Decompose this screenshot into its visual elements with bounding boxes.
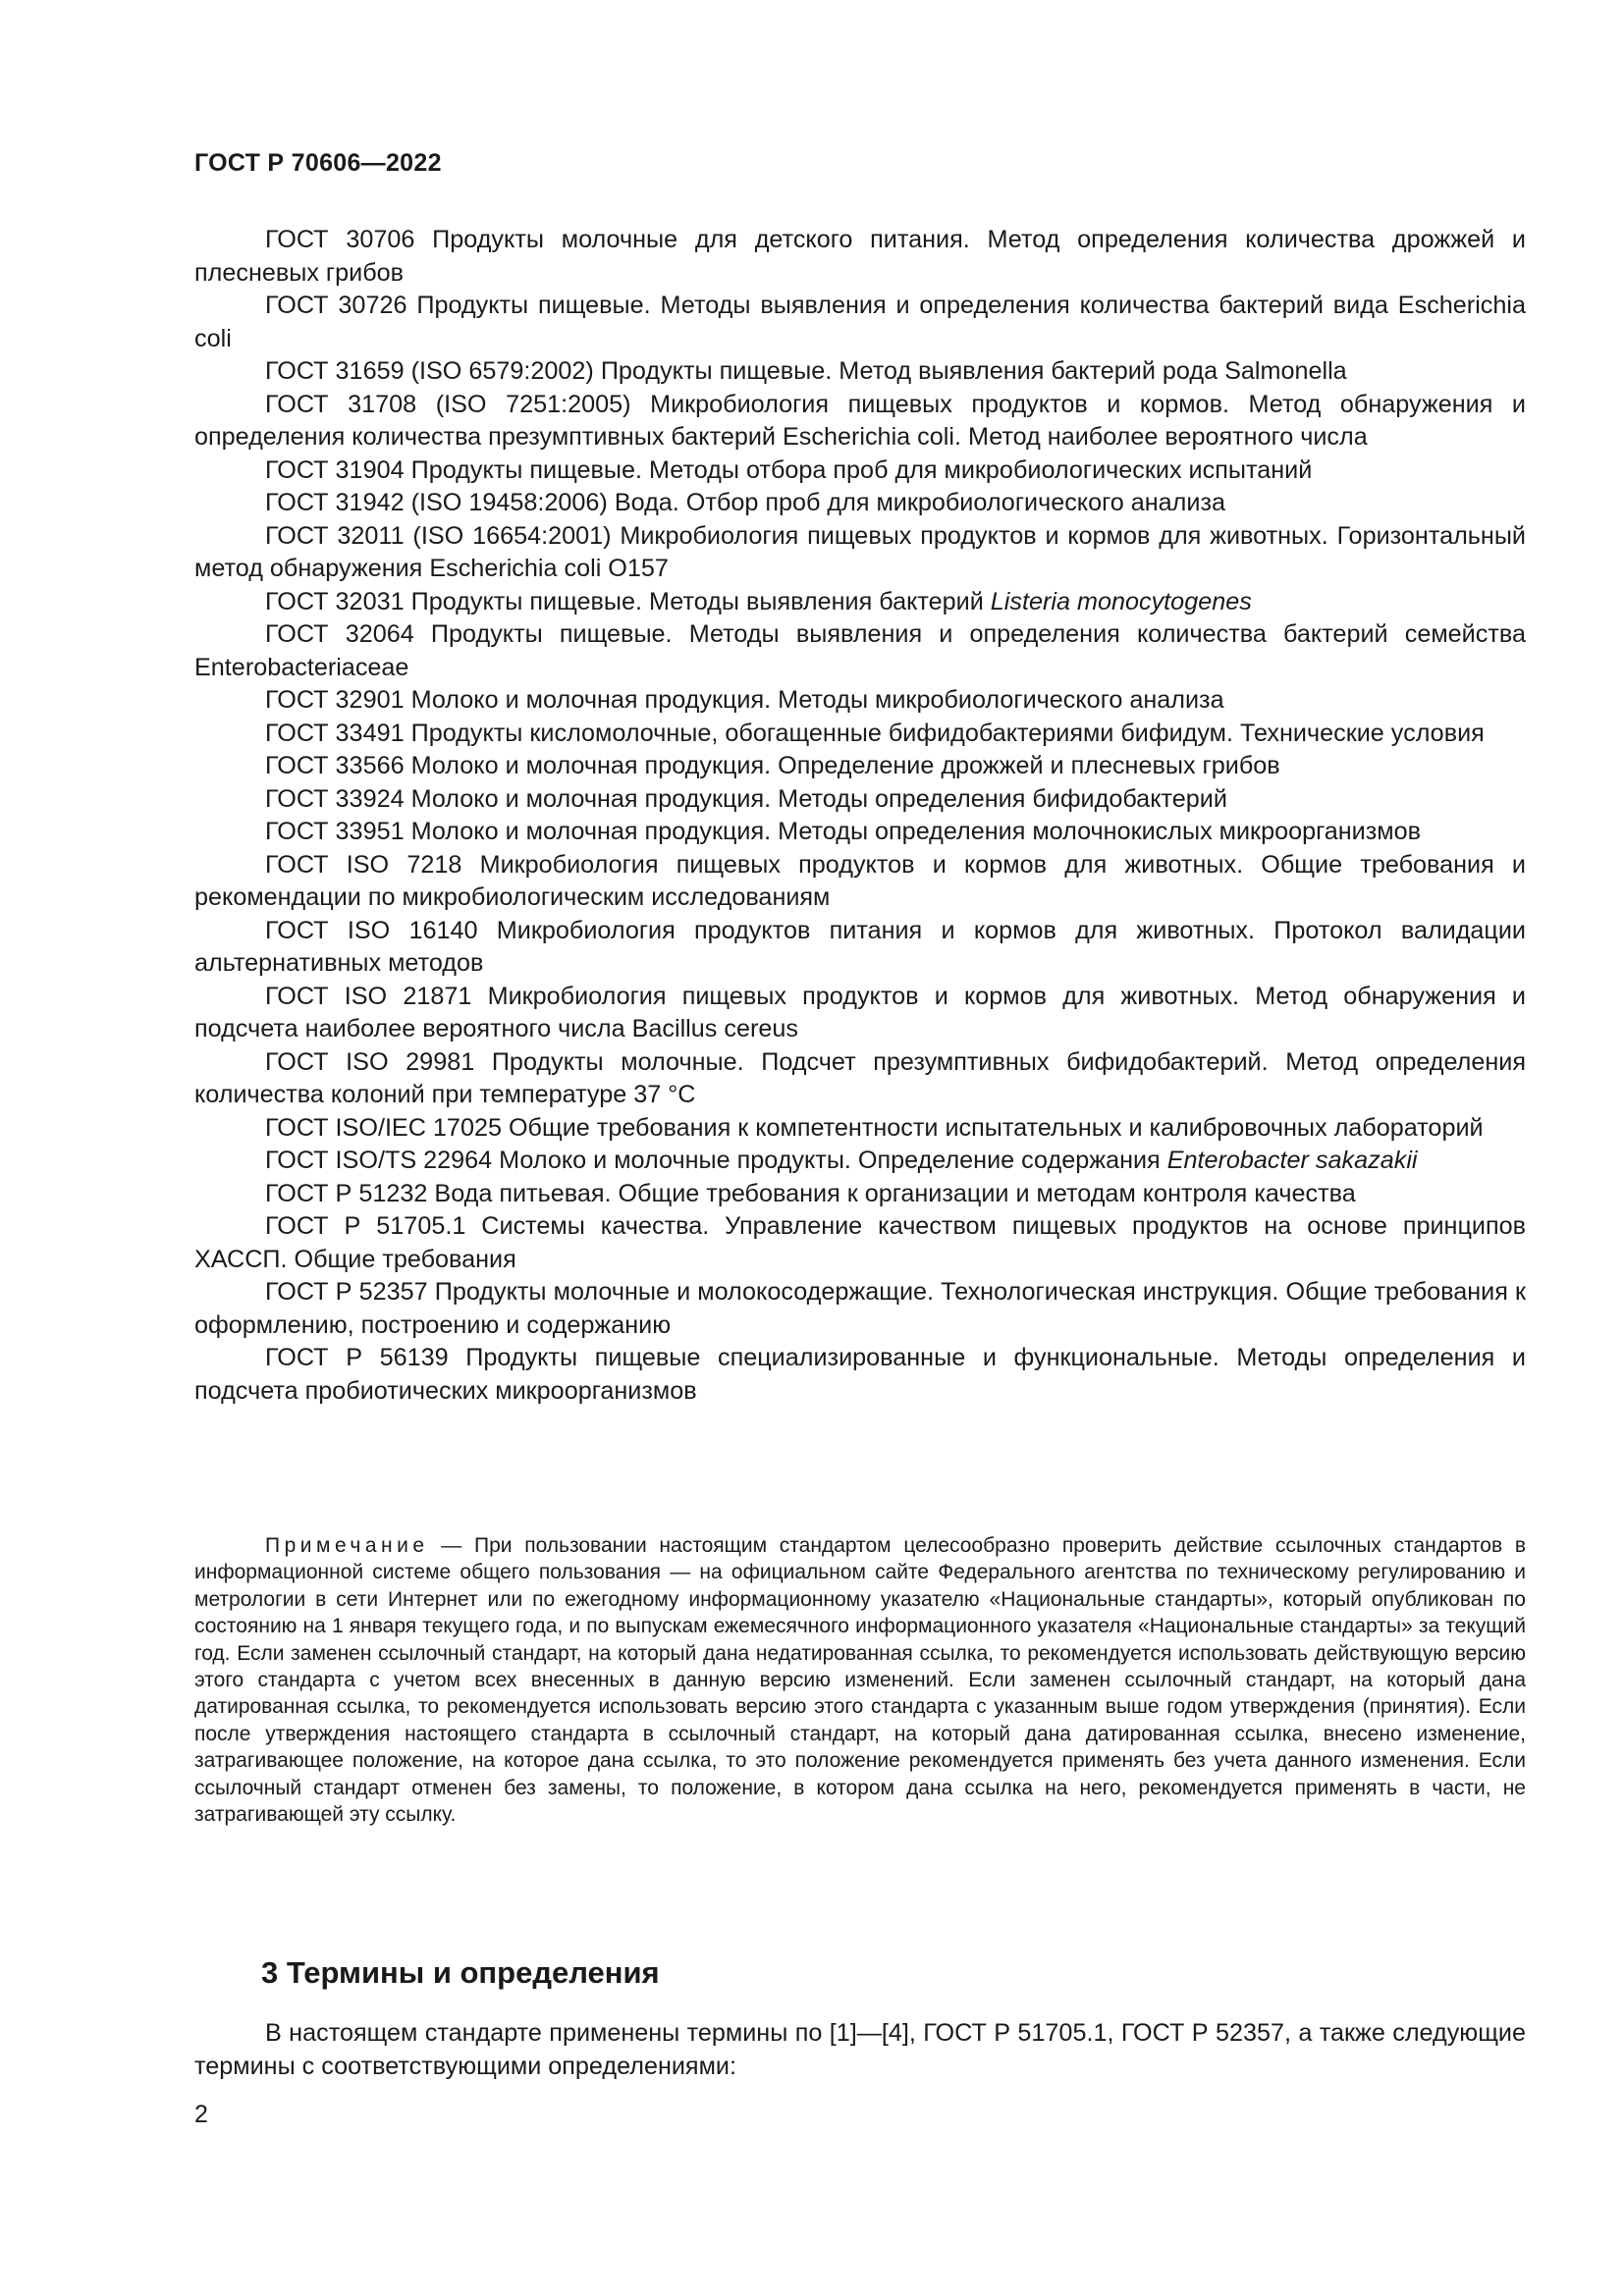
reference-item: ГОСТ 31942 (ISO 19458:2006) Вода. Отбор проб для микробиологического анализа (265, 489, 1225, 516)
reference-item: ГОСТ ISO 21871 Микробиология пищевых продуктов и кормов для животных. Метод обнаружения и подсчета наиболее вероятного числа Bacillus cereus (194, 982, 1526, 1042)
reference-item: ГОСТ 30726 Продукты пищевые. Методы выявления и определения количества бактерий вида Escherichia coli (194, 292, 1526, 352)
reference-item: ГОСТ 32031 Продукты пищевые. Методы выявления бактерий Listeria monocytogenes (265, 587, 1252, 615)
reference-item: ГОСТ Р 52357 Продукты молочные и молокосодержащие. Технологическая инструкция. Общие требования к оформлению, построению и содержанию (194, 1278, 1526, 1339)
reference-item: ГОСТ 33491 Продукты кисломолочные, обогащенные бифидобактериями бифидум. Технические условия (265, 719, 1485, 747)
reference-item: ГОСТ 31708 (ISO 7251:2005) Микробиология пищевых продуктов и кормов. Метод обнаружения и определения количества презумптивных бактерий Escherichia coli. Метод наиболее вероятного числа (194, 390, 1526, 451)
note-paragraph (194, 1532, 1526, 1828)
reference-item: ГОСТ ISO/IEC 17025 Общие требования к компетентности испытательных и калибровочных лабораторий (265, 1113, 1484, 1142)
reference-item: ГОСТ 32901 Молоко и молочная продукция. Методы микробиологического анализа (265, 686, 1224, 714)
species-name: Listeria monocytogenes (990, 587, 1252, 615)
document-header: ГОСТ Р 70606—2022 (194, 149, 442, 177)
reference-item: ГОСТ ISO 7218 Микробиология пищевых продуктов и кормов для животных. Общие требования и рекомендации по микробиологическим исследованиям (194, 850, 1526, 911)
reference-item: ГОСТ 33951 Молоко и молочная продукция. Методы определения молочнокислых микроорганизмов (265, 818, 1421, 845)
section-title: 3 Термины и определения (261, 1955, 660, 1990)
reference-item: ГОСТ Р 51232 Вода питьевая. Общие требования к организации и методам контроля качества (265, 1179, 1356, 1207)
reference-item: ГОСТ 32011 (ISO 16654:2001) Микробиология пищевых продуктов и кормов для животных. Горизонтальный метод обнаружения Escherichia coli O157 (194, 521, 1526, 582)
reference-item: ГОСТ 31659 (ISO 6579:2002) Продукты пищевые. Метод выявления бактерий рода Salmonella (265, 357, 1347, 385)
note-label: Примечание (265, 1534, 429, 1557)
note-text: — При пользовании настоящим стандартом целесообразно проверить действие ссылочных стандартов в информационной системе общего пользования — на официальном сайте Федерального агентства по техническому регулированию и метрологии в сети Интернет или по ежегодному информационному указателю «Национальные стандарты», который опубликован по состоянию на 1 января текущего года, и по выпускам ежемесячного информационного указателя «Национальные стандарты» за текущий год. Если заменен ссылочный стандарт, на который дана недатированная ссылка, то рекомендуется использовать действующую версию этого стандарта с учетом всех внесенных в данную версию изменений. Если заменен ссылочный стандарт, на который дана датированная ссылка, то рекомендуется использовать версию этого стандарта с указанным выше годом утверждения (принятия). Если после утверждения настоящего стандарта в ссылочный стандарт, на который дана датированная ссылка, внесено изменение, затрагивающее положение, на которое дана ссылка, то это положение рекомендуется применять без учета данного изменения. Если ссылочный стандарт отменен без замены, то положение, в котором дана ссылка на него, рекомендуется применять в части, не затрагивающей эту ссылку. (194, 1534, 1526, 1827)
reference-item: ГОСТ Р 51705.1 Системы качества. Управление качеством пищевых продуктов на основе принципов ХАССП. Общие требования (194, 1212, 1526, 1273)
reference-item: ГОСТ 31904 Продукты пищевые. Методы отбора проб для микробиологических испытаний (265, 455, 1313, 484)
reference-item: ГОСТ 33566 Молоко и молочная продукция. Определение дрожжей и плесневых грибов (265, 752, 1280, 779)
normative-references-list (194, 224, 1526, 1408)
species-name: Enterobacter sakazakii (1166, 1147, 1418, 1174)
reference-item: ГОСТ 33924 Молоко и молочная продукция. Методы определения бифидобактерий (265, 784, 1227, 813)
reference-item: ГОСТ ISO 16140 Микробиология продуктов питания и кормов для животных. Протокол валидации альтернативных методов (194, 916, 1526, 977)
reference-item: ГОСТ 30706 Продукты молочные для детского питания. Метод определения количества дрожжей и плесневых грибов (194, 226, 1526, 287)
page-number: 2 (194, 2101, 208, 2128)
reference-item: ГОСТ 32064 Продукты пищевые. Методы выявления и определения количества бактерий семейства Enterobacteriaceae (194, 620, 1526, 681)
reference-item: ГОСТ ISO 29981 Продукты молочные. Подсчет презумптивных бифидобактерий. Метод определения количества колоний при температуре 37 °С (194, 1047, 1526, 1108)
reference-item: ГОСТ ISO/TS 22964 Молоко и молочные продукты. Определение содержания Enterobacter sakazakii (265, 1147, 1418, 1174)
section-intro: В настоящем стандарте применены термины по [1]—[4], ГОСТ Р 51705.1, ГОСТ Р 52357, а также следующие термины с соответствующими определениями: (194, 2019, 1526, 2080)
reference-item: ГОСТ Р 56139 Продукты пищевые специализированные и функциональные. Методы определения и подсчета пробиотических микроорганизмов (194, 1344, 1526, 1405)
